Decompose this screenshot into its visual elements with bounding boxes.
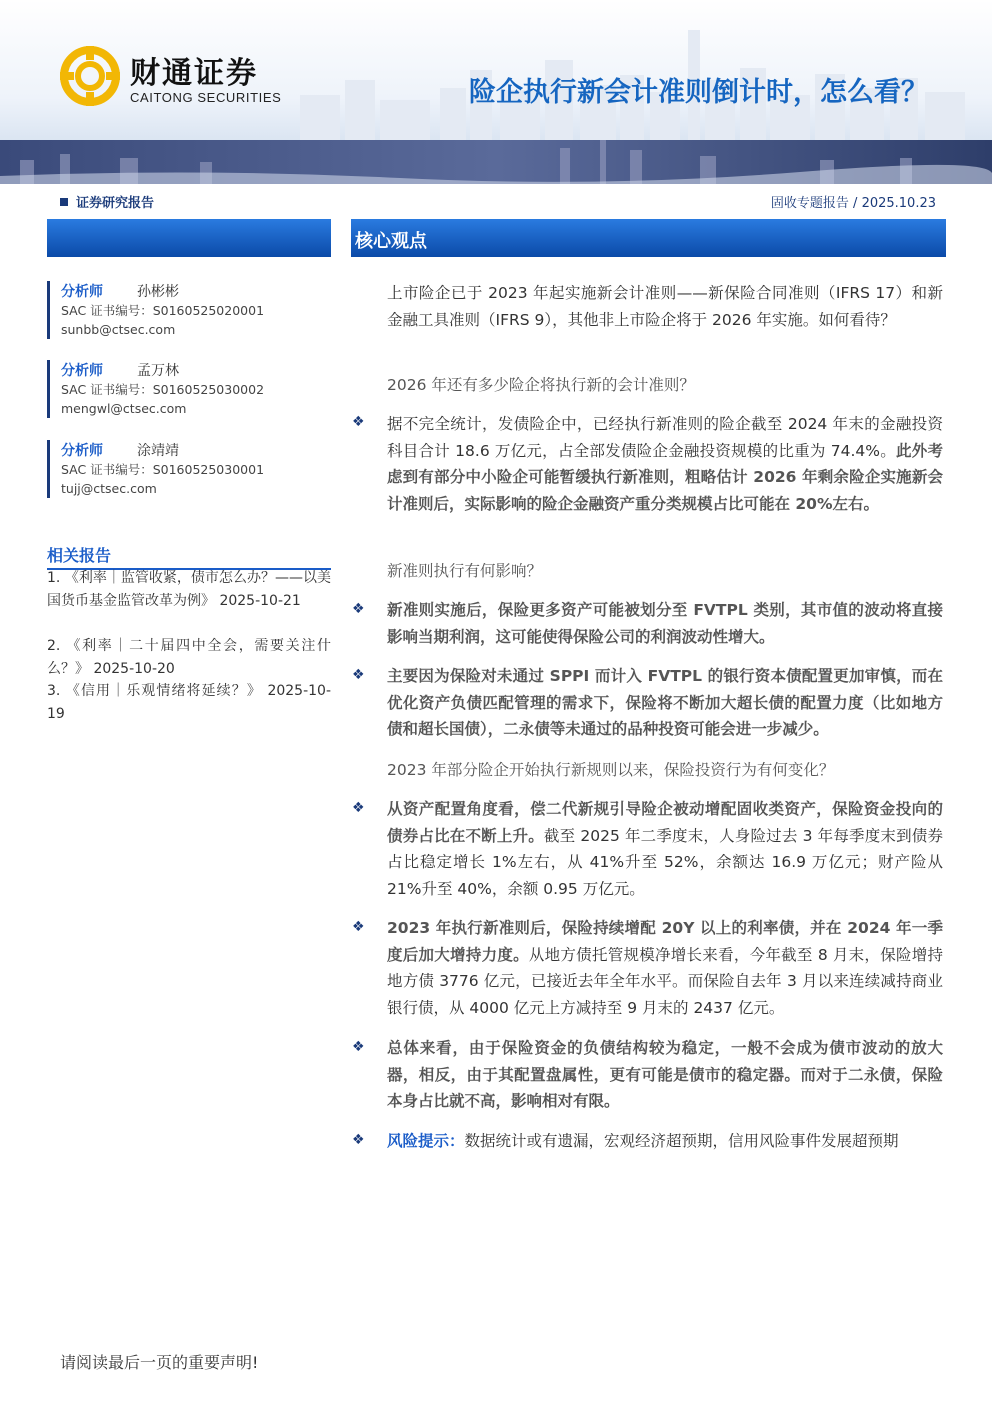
bullet-paragraph [387, 796, 943, 902]
report-type [60, 192, 154, 211]
core-view-title: 核心观点 [355, 231, 427, 252]
question-heading: 新准则执行有何影响？ [387, 562, 543, 580]
question-heading: 2023 年部分险企开始执行新规则以来，保险投资行为有何变化？ [387, 761, 835, 779]
analyst-email[interactable]: mengwl@ctsec.com [61, 401, 187, 416]
report-category-date: 固收专题报告 / 2025.10.23 [770, 196, 936, 211]
analyst-role: 分析师 [61, 284, 103, 300]
related-report-link[interactable]: 2. 《利率｜二十届四中全会，需要关注什么？》 2025-10-20 [47, 638, 331, 677]
bullet-paragraph: 新准则实施后，保险更多资产可能被划分至 FVTPL 类别，其市值的波动将直接影响当期利润，这可能使得保险公司的利润波动性增大。 [387, 601, 943, 646]
analyst-card [47, 281, 341, 339]
logo-english-name: CAITONG SECURITIES [130, 90, 282, 105]
caitong-logo-icon [60, 44, 120, 108]
analyst-sac: SAC 证书编号：S0160525030001 [61, 462, 265, 477]
diamond-bullet-icon: ❖ [352, 1039, 365, 1055]
risk-label: 风险提示： [387, 1132, 465, 1150]
bullet-paragraph: 主要因为保险对未通过 SPPI 而计入 FVTPL 的银行资本债配置更加审慎，而在优化资产负债匹配管理的需求下，保险将不断加大超长债的配置力度（比如地方债和超长国债），二永债等未通过的品种投资可能会进一步减少。 [387, 667, 943, 738]
analyst-card [47, 440, 341, 498]
analyst-name: 孙彬彬 [137, 284, 179, 300]
paragraph-emphasis: 2023 年执行新准则后，保险持续增配 20Y 以上的利率债，并在 2024 年一季度后加大增持力度。 [387, 919, 943, 964]
analyst-role: 分析师 [61, 363, 103, 379]
paragraph-text: 截至 2025 年二季度末，人身险过去 3 年每季度末到债券占比稳定增长 1%左右，从 41%升至 52%，余额达 16.9 万亿元；财产险从 21%升至 40%，余额 0.95 万亿元。 [387, 826, 943, 898]
bullet-paragraph [387, 915, 943, 1021]
diamond-bullet-icon: ❖ [352, 1132, 365, 1148]
analyst-card [47, 360, 341, 418]
diamond-bullet-icon: ❖ [352, 667, 365, 683]
square-bullet-icon [60, 198, 68, 206]
related-reports-title: 相关报告 [47, 543, 331, 570]
footer-disclaimer: 请阅读最后一页的重要声明! [60, 1353, 259, 1372]
diamond-bullet-icon: ❖ [352, 414, 365, 430]
bullet-paragraph: 总体来看，由于保险资金的负债结构较为稳定，一般不会成为债市波动的放大器，相反，由于其配置盘属性，更有可能是债市的稳定器。而对于二永债，保险本身占比就不高，影响相对有限。 [387, 1039, 943, 1110]
sidebar-header-bar [47, 219, 331, 257]
report-title: 险企执行新会计准则倒计时，怎么看？ [469, 77, 928, 108]
related-report-link[interactable]: 3. 《信用｜乐观情绪将延续？》 2025-10-19 [47, 683, 331, 722]
question-heading: 2026 年还有多少险企将执行新的会计准则？ [387, 376, 695, 394]
paragraph-emphasis: 此外考虑到有部分中小险企可能暂缓执行新准则，粗略估计 2026 年剩余险企实施新会计准则后，实际影响的险企金融资产重分类规模占比可能在 20%左右。 [387, 441, 943, 513]
diamond-bullet-icon: ❖ [352, 601, 365, 617]
analyst-sac: SAC 证书编号：S0160525020001 [61, 303, 265, 318]
logo-chinese-name: 财通证券 [130, 56, 258, 91]
analyst-email[interactable]: tujj@ctsec.com [61, 481, 157, 496]
diamond-bullet-icon: ❖ [352, 919, 365, 935]
report-meta-bar [0, 188, 992, 214]
core-view-header [351, 219, 946, 257]
analyst-name: 涂靖靖 [137, 443, 179, 459]
company-logo [60, 44, 300, 114]
related-report-link[interactable]: 1. 《利率｜监管收紧，债市怎么办？——以美国货币基金监管改革为例》 2025-10-21 [47, 570, 331, 609]
analyst-email[interactable]: sunbb@ctsec.com [61, 322, 176, 337]
analyst-name: 孟万林 [137, 363, 179, 379]
risk-text: 数据统计或有遗漏，宏观经济超预期，信用风险事件发展超预期 [464, 1132, 899, 1150]
report-header [0, 0, 992, 188]
intro-paragraph: 上市险企已于 2023 年起实施新会计准则——新保险合同准则（IFRS 17）和新金融工具准则（IFRS 9），其他非上市险企将于 2026 年实施。如何看待？ [387, 284, 943, 329]
report-type-label: 证券研究报告 [76, 196, 155, 211]
bullet-paragraph [387, 411, 943, 517]
paragraph-text: 从地方债托管规模净增长来看，今年截至 8 月末，保险增持地方债 3776 亿元，已接近去年全年水平。而保险自去年 3 月以来连续减持商业银行债，从 4000 亿元上方减持至 9 月末的 2437 亿元。 [387, 945, 943, 1017]
paragraph-text: 据不完全统计，发债险企中，已经执行新准则的险企截至 2024 年末的金融投资科目合计 18.6 万亿元，占全部发债险企金融投资规模的比重为 74.4%。 [387, 415, 943, 460]
paragraph-emphasis: 从资产配置角度看，偿二代新规引导险企被动增配固收类资产，保险资金投向的债券占比在不断上升。 [387, 800, 943, 845]
diamond-bullet-icon: ❖ [352, 800, 365, 816]
analyst-role: 分析师 [61, 443, 103, 459]
risk-paragraph [387, 1128, 943, 1155]
analyst-sac: SAC 证书编号：S0160525030002 [61, 382, 265, 397]
